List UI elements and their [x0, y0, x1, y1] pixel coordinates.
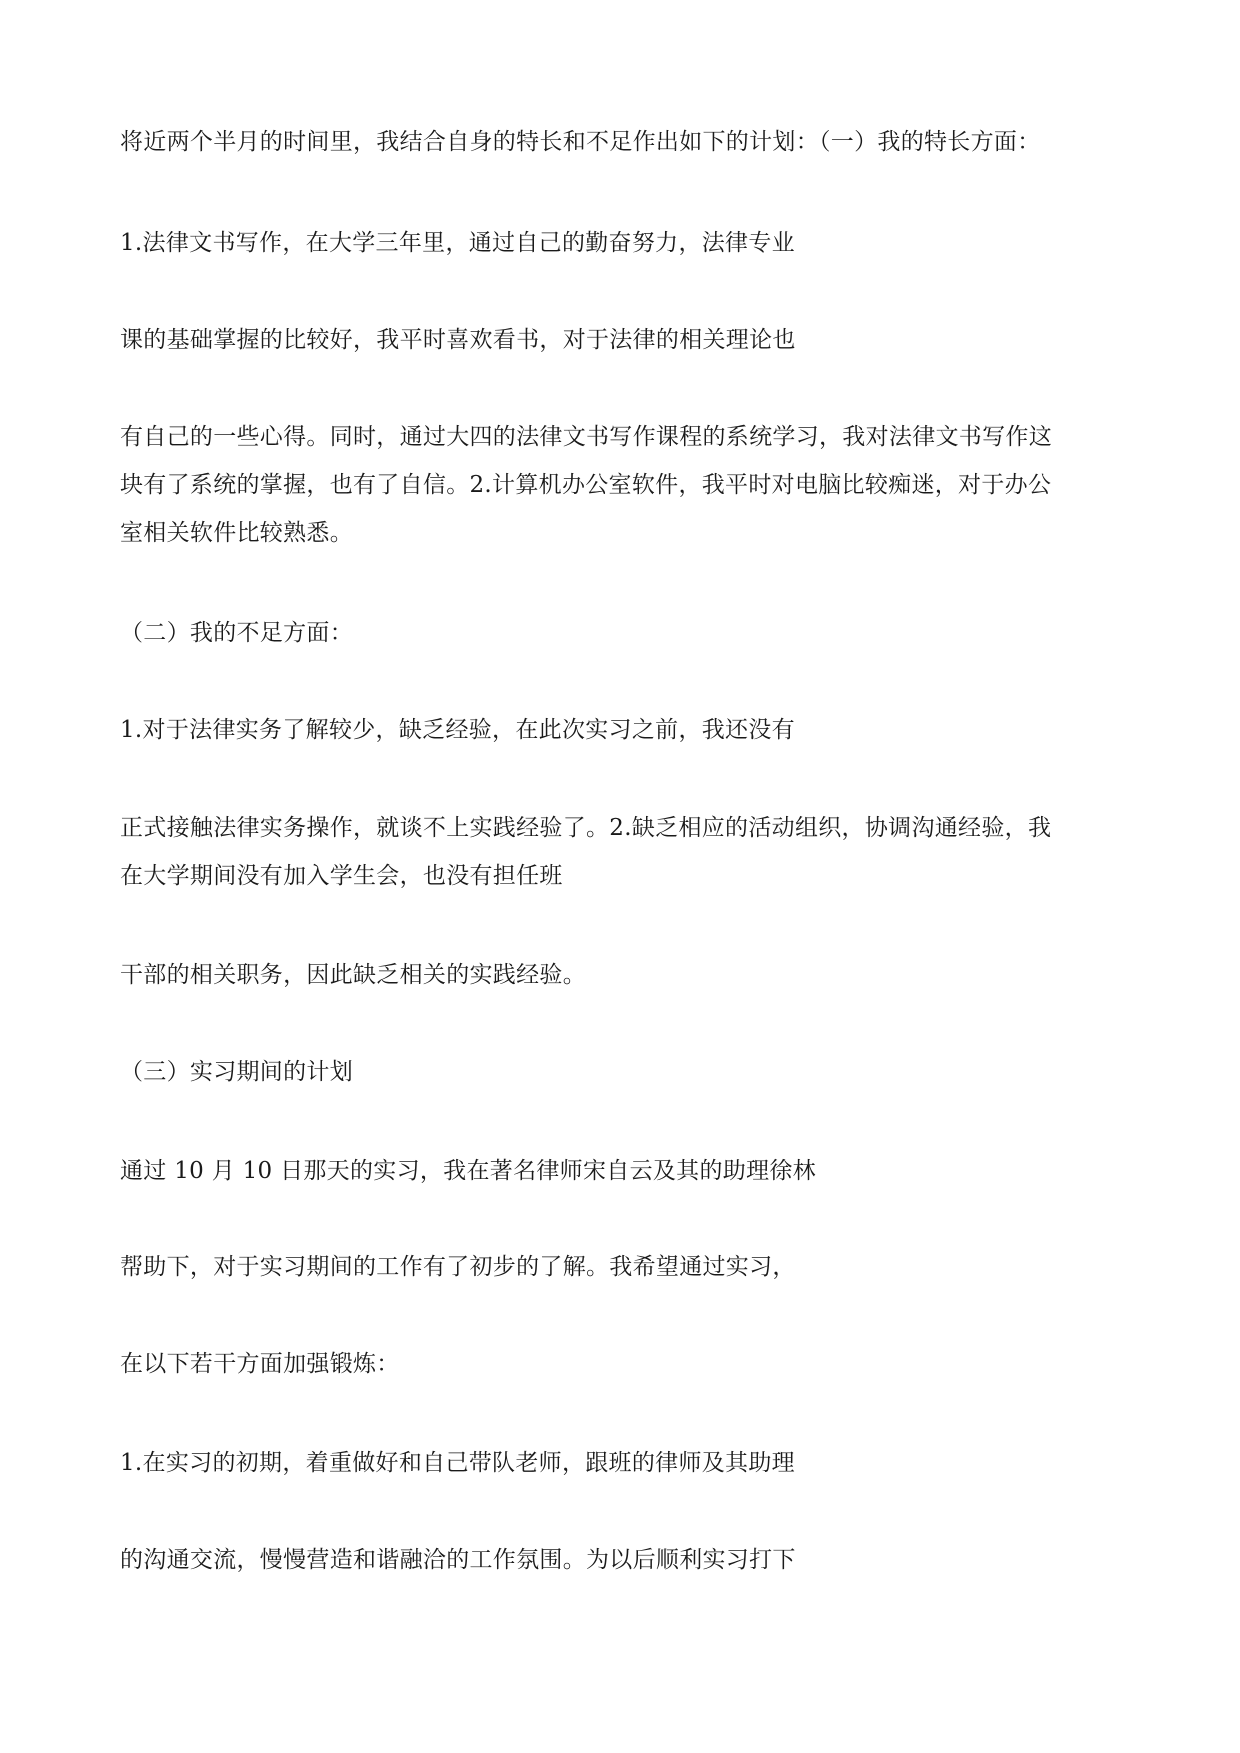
text-line: 在以下若干方面加强锻炼： — [120, 1351, 400, 1377]
text-line: 1.在实习的初期，着重做好和自己带队老师，跟班的律师及其助理 — [120, 1450, 795, 1476]
text-line: 帮助下，对于实习期间的工作有了初步的了解。我希望通过实习， — [120, 1254, 796, 1280]
text-line: 1.对于法律实务了解较少，缺乏经验，在此次实习之前，我还没有 — [120, 717, 795, 743]
text-line: 正式接触法律实务操作，就谈不上实践经验了。2.缺乏相应的活动组织，协调沟通经验，我 — [120, 815, 1052, 841]
text-line: 有自己的一些心得。同时，通过大四的法律文书写作课程的系统学习，我对法律文书写作这 — [120, 424, 1052, 450]
text-line: 干部的相关职务，因此缺乏相关的实践经验。 — [120, 962, 586, 988]
text-line: 室相关软件比较熟悉。 — [120, 520, 353, 546]
section-heading: （二）我的不足方面： — [120, 620, 353, 646]
text-line: 的沟通交流，慢慢营造和谐融洽的工作氛围。为以后顺利实习打下 — [120, 1547, 796, 1573]
text-line: 块有了系统的掌握，也有了自信。2.计算机办公室软件，我平时对电脑比较痴迷，对于办公 — [120, 472, 1052, 498]
section-heading: （三）实习期间的计划 — [120, 1059, 353, 1085]
text-line: 课的基础掌握的比较好，我平时喜欢看书，对于法律的相关理论也 — [120, 327, 796, 353]
text-line: 通过 10 月 10 日那天的实习，我在著名律师宋自云及其的助理徐林 — [120, 1158, 816, 1184]
text-line: 将近两个半月的时间里，我结合自身的特长和不足作出如下的计划：（一）我的特长方面： — [120, 129, 1041, 155]
text-line: 在大学期间没有加入学生会，也没有担任班 — [120, 863, 563, 889]
text-line: 1.法律文书写作，在大学三年里，通过自己的勤奋努力，法律专业 — [120, 230, 795, 256]
